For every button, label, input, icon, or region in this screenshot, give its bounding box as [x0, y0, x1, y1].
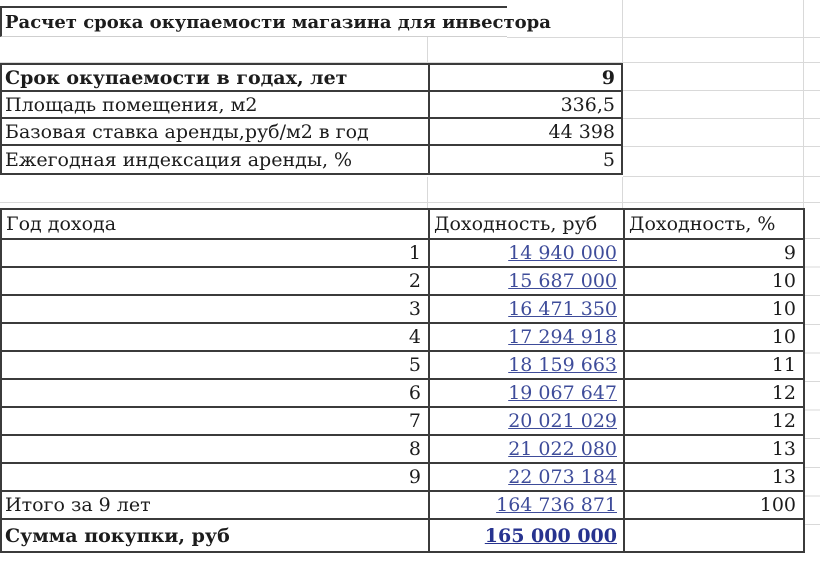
- year-cell: 7: [408, 410, 421, 432]
- param-label: Ежегодная индексация аренды, %: [5, 148, 353, 171]
- table-row: [2, 146, 621, 173]
- pct-cell: 10: [623, 296, 803, 322]
- page-title: Расчет срока окупаемости магазина для инвестора: [5, 11, 551, 33]
- year-cell: 9: [408, 466, 421, 488]
- pct-cell: 100: [623, 492, 803, 518]
- pct-cell: 13: [623, 436, 803, 462]
- pct-cell: 10: [623, 268, 803, 294]
- rub-value-link[interactable]: 16 471 350: [508, 298, 617, 320]
- rub-value-link[interactable]: 21 022 080: [508, 438, 617, 460]
- table-row: [2, 119, 621, 146]
- rub-value-link[interactable]: 19 067 647: [508, 382, 617, 404]
- total-rub-link[interactable]: 164 736 871: [496, 494, 617, 516]
- rub-cell: [428, 268, 623, 294]
- gridline: [623, 146, 820, 147]
- header-row: [2, 210, 803, 240]
- table-row: [2, 92, 621, 119]
- purchase-row: [2, 520, 803, 551]
- year-cell: 5: [408, 354, 421, 376]
- income-table: [0, 208, 805, 553]
- gridline: [622, 0, 623, 63]
- pct-cell: 11: [623, 352, 803, 378]
- table-row: [2, 324, 803, 352]
- rub-cell: [428, 296, 623, 322]
- total-label: Итого за 9 лет: [5, 494, 151, 516]
- rub-value-link[interactable]: 14 940 000: [508, 242, 617, 264]
- rub-cell: [428, 324, 623, 350]
- gridline: [622, 177, 623, 208]
- year-cell: 8: [408, 438, 421, 460]
- purchase-rub-link[interactable]: 165 000 000: [484, 524, 617, 547]
- rub-cell: [428, 240, 623, 266]
- rub-cell: [428, 492, 623, 518]
- param-label: Базовая ставка аренды,руб/м2 в год: [5, 120, 369, 143]
- pct-cell: 12: [623, 380, 803, 406]
- rub-value-link[interactable]: 15 687 000: [508, 270, 617, 292]
- pct-cell: 9: [623, 240, 803, 266]
- table-row: [2, 268, 803, 296]
- year-cell: 3: [408, 298, 421, 320]
- table-row: [2, 464, 803, 492]
- gridline: [623, 176, 820, 177]
- year-cell: 4: [408, 326, 421, 348]
- table-row: [2, 240, 803, 268]
- param-label: Площадь помещения, м2: [5, 93, 258, 116]
- parameters-table: [0, 63, 623, 175]
- gridline: [805, 238, 820, 552]
- rub-cell: [428, 352, 623, 378]
- gridline: [427, 177, 428, 208]
- rub-cell: [428, 464, 623, 490]
- table-row: [2, 65, 621, 92]
- column-header-year: Год дохода: [6, 213, 117, 235]
- param-value: 9: [428, 65, 621, 90]
- param-value: 5: [428, 146, 621, 173]
- pct-cell: 10: [623, 324, 803, 350]
- column-header-pct: Доходность, %: [623, 210, 803, 238]
- param-label: Срок окупаемости в годах, лет: [5, 66, 348, 89]
- column-header-rub: Доходность, руб: [428, 210, 623, 238]
- rub-cell: [428, 520, 623, 551]
- param-value: 44 398: [428, 119, 621, 144]
- gridline: [507, 37, 820, 38]
- table-row: [2, 380, 803, 408]
- year-cell: 1: [408, 242, 421, 264]
- rub-cell: [428, 408, 623, 434]
- gridline: [0, 202, 820, 203]
- rub-value-link[interactable]: 18 159 663: [508, 354, 617, 376]
- purchase-label: Сумма покупки, руб: [5, 524, 230, 547]
- gridline: [427, 37, 428, 63]
- year-cell: 6: [408, 382, 421, 404]
- total-row: [2, 492, 803, 520]
- rub-cell: [428, 380, 623, 406]
- pct-cell: 13: [623, 464, 803, 490]
- year-cell: 2: [408, 270, 421, 292]
- table-row: [2, 296, 803, 324]
- table-row: [2, 352, 803, 380]
- gridline: [623, 90, 820, 91]
- pct-cell: 12: [623, 408, 803, 434]
- table-row: [2, 436, 803, 464]
- table-row: [2, 408, 803, 436]
- gridline: [623, 118, 820, 119]
- pct-cell: [623, 520, 803, 551]
- rub-cell: [428, 436, 623, 462]
- rub-value-link[interactable]: 22 073 184: [508, 466, 617, 488]
- rub-value-link[interactable]: 20 021 029: [508, 410, 617, 432]
- param-value: 336,5: [428, 92, 621, 117]
- rub-value-link[interactable]: 17 294 918: [508, 326, 617, 348]
- title-row: [0, 6, 551, 37]
